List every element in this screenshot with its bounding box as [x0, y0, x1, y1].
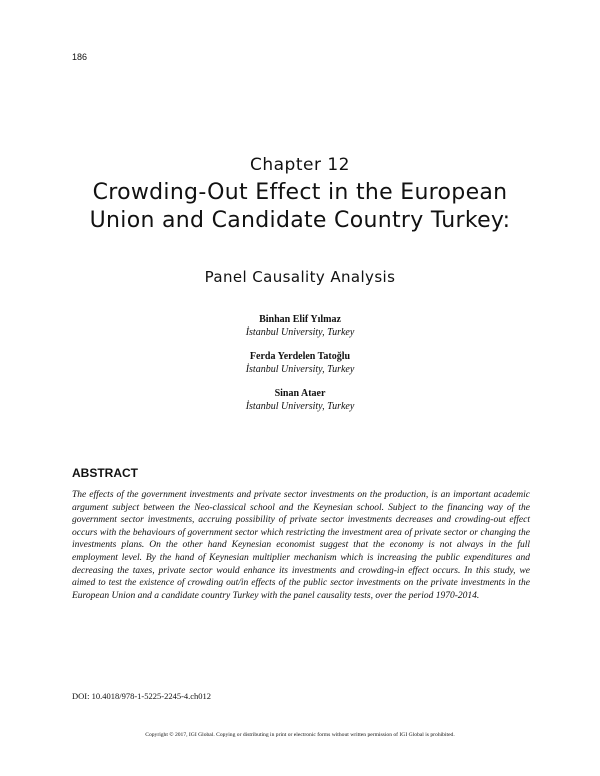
author-name: Ferda Yerdelen Tatoğlu — [249, 351, 351, 362]
author-affiliation: İstanbul University, Turkey — [245, 327, 355, 338]
author-name: Sinan Ataer — [274, 388, 326, 399]
author-list — [0, 313, 600, 424]
abstract-text: The effects of the government investments and private sector investments on the production, is an important academic argument subject between the Neo-classical school and the Keynesian school. Subject to the financing way of the government sector investments, accruing possibility of private sector investments decreases and crowding-out effect occurs with the behaviours of government sector which restricting the investment area of private sector or changing the investments plans. On the other hand Keynesian economist suggest that the economy is not always in the full employment level. By the hand of Keynesian multiplier mechanism which is increasing the public expenditures and decreasing the taxes, private sector would enhance its investments and crowding-in effect occurs. In this study, we aimed to test the existence of crowding out/in effects of the public sector investments on the private investments in the European Union and a candidate country Turkey with the panel causality tests, over the period 1970-2014. — [72, 490, 530, 601]
chapter-label: Chapter 12 — [249, 155, 350, 175]
page-number: 186 — [72, 52, 88, 62]
author-entry — [0, 350, 600, 376]
author-affiliation: İstanbul University, Turkey — [245, 364, 355, 375]
chapter-subtitle: Panel Causality Analysis — [204, 268, 396, 286]
author-entry — [0, 313, 600, 339]
doi-line: DOI: 10.4018/978-1-5225-2245-4.ch012 — [72, 691, 212, 701]
chapter-title: Crowding-Out Effect in the European Union and Candidate Country Turkey: — [89, 180, 511, 233]
author-affiliation: İstanbul University, Turkey — [245, 401, 355, 412]
author-name: Binhan Elif Yılmaz — [259, 314, 341, 325]
copyright-notice: Copyright © 2017, IGI Global. Copying or distributing in print or electronic forms without written permission of IGI Global is prohibited. — [145, 732, 455, 738]
author-entry — [0, 387, 600, 413]
abstract-heading: ABSTRACT — [72, 466, 138, 480]
